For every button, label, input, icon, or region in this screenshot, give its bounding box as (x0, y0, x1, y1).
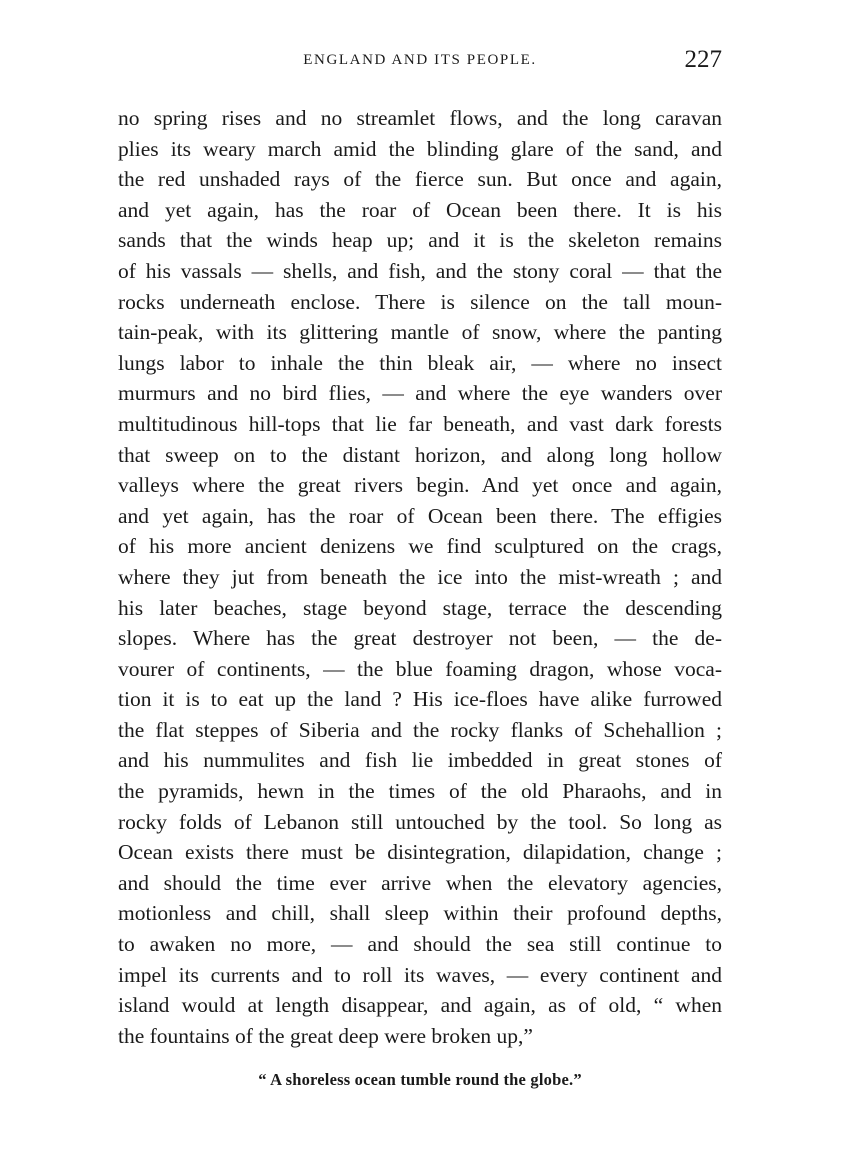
text-line: to awaken no more, — and should the sea still continue to (118, 932, 722, 957)
text-line: lungs labor to inhale the thin bleak air, — where no insect (118, 350, 722, 375)
text-line: motionless and chill, shall sleep within their profound depths, (118, 901, 722, 926)
text-line: rocks underneath enclose. There is silence on the tall moun- (118, 289, 722, 314)
text-line: of his vassals — shells, and fish, and the stony coral — that the (118, 258, 722, 283)
text-line: the flat steppes of Siberia and the rocky flanks of Schehallion ; (118, 717, 722, 742)
text-line: the red unshaded rays of the fierce sun. But once and again, (118, 167, 722, 192)
text-line: tain-peak, with its glittering mantle of snow, where the panting (118, 320, 722, 345)
text-line: the pyramids, hewn in the times of the old Pharaohs, and in (118, 779, 722, 804)
text-line: vourer of continents, — the blue foaming dragon, whose voca- (118, 656, 722, 681)
text-line: Ocean exists there must be disintegration, dilapidation, change ; (118, 840, 722, 865)
text-line: and yet again, has the roar of Ocean been there. The effigies (118, 503, 722, 528)
page-number: 227 (684, 46, 722, 73)
text-line: island would at length disappear, and again, as of old, “ when (118, 993, 722, 1018)
text-line: valleys where the great rivers begin. And yet once and again, (118, 473, 722, 498)
text-line: and his nummulites and fish lie imbedded in great stones of (118, 748, 722, 773)
text-line: no spring rises and no streamlet flows, and the long caravan (118, 106, 722, 130)
text-line: slopes. Where has the great destroyer not been, — the de- (118, 626, 722, 651)
running-head (118, 44, 722, 84)
text-line: of his more ancient denizens we find sculptured on the crags, (118, 534, 722, 559)
text-line: murmurs and no bird flies, — and where the eye wanders over (118, 381, 722, 406)
text-line: impel its currents and to roll its waves, — every continent and (118, 962, 722, 987)
text-line: multitudinous hill-tops that lie far beneath, and vast dark forests (118, 411, 722, 436)
text-line: plies its weary march amid the blinding glare of the sand, and (118, 136, 722, 161)
text-line: rocky folds of Lebanon still untouched by the tool. So long as (118, 809, 722, 834)
text-line: the fountains of the great deep were broken up,” (118, 1023, 533, 1048)
text-line: his later beaches, stage beyond stage, terrace the descending (118, 595, 722, 620)
text-line: and should the time ever arrive when the elevatory agencies, (118, 870, 722, 895)
block-quote: “ A shoreless ocean tumble round the globe.” (258, 1070, 582, 1089)
text-line: where they jut from beneath the ice into the mist-wreath ; and (118, 564, 722, 589)
body-paragraph (118, 103, 722, 1051)
text-line: that sweep on to the distant horizon, and along long hollow (118, 442, 722, 467)
text-line: and yet again, has the roar of Ocean been there. It is his (118, 197, 722, 222)
text-line: tion it is to eat up the land ? His ice-floes have alike furrowed (118, 687, 722, 712)
text-line: sands that the winds heap up; and it is the skeleton remains (118, 228, 722, 253)
running-title: ENGLAND AND ITS PEOPLE. (303, 52, 537, 68)
